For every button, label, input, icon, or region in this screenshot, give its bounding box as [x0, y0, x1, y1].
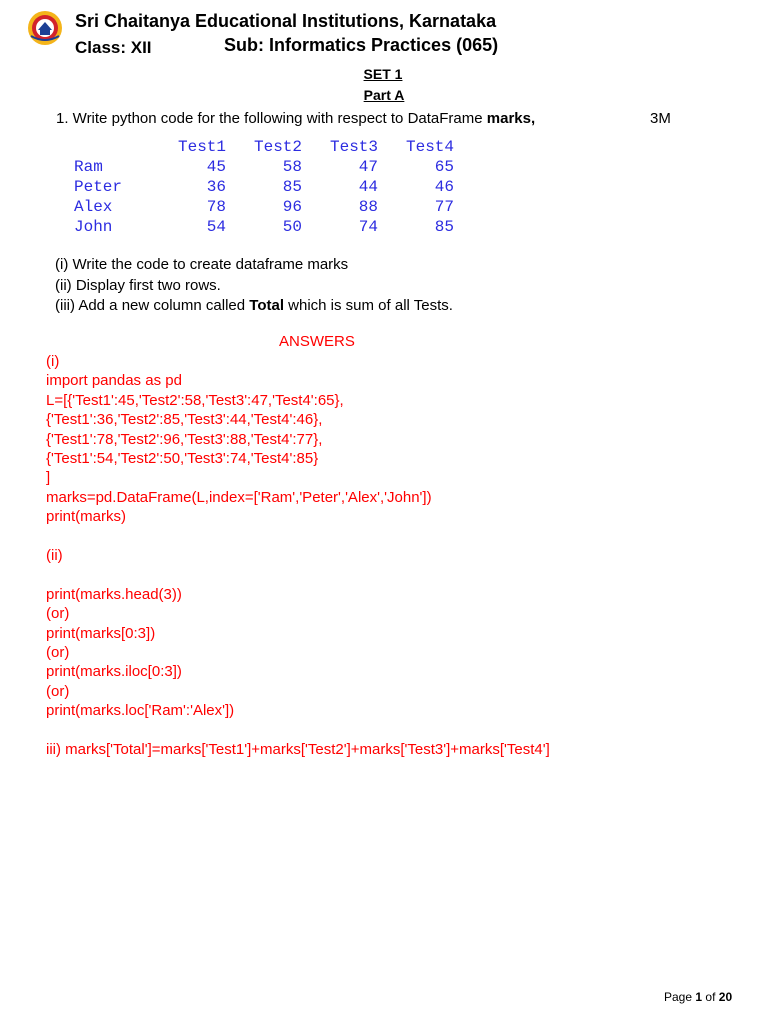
dataframe-header-row — [74, 137, 454, 157]
sub-question-3 — [55, 296, 453, 317]
dataframe-row-index: Alex — [74, 198, 113, 216]
dataframe-cell: 65 — [434, 158, 454, 176]
question-text — [56, 110, 535, 127]
answer-line — [46, 527, 550, 546]
dataframe-row — [74, 177, 454, 197]
dataframe-cell: 58 — [282, 158, 302, 176]
institution-title: Sri Chaitanya Educational Institutions, Karnataka — [75, 11, 497, 31]
school-emblem-icon — [27, 10, 63, 46]
answer-line: {'Test1':78,'Test2':96,'Test3':88,'Test4':77}, — [46, 430, 323, 448]
dataframe-cell: 78 — [206, 198, 226, 216]
answer-line: {'Test1':54,'Test2':50,'Test3':74,'Test4':85} — [46, 450, 319, 468]
question-prefix: 1. Write python code for the following with respect to DataFrame — [56, 110, 487, 127]
dataframe-cell: 36 — [206, 178, 226, 196]
dataframe-cell: 85 — [434, 218, 454, 236]
dataframe-cell: 77 — [434, 198, 454, 216]
answers-heading: ANSWERS — [279, 333, 355, 350]
answer-line: print(marks.iloc[0:3]) — [46, 663, 182, 681]
answer-line: (or) — [46, 605, 70, 623]
answer-line — [46, 721, 550, 740]
dataframe-row-index: John — [74, 218, 113, 236]
dataframe-cell: 96 — [282, 198, 302, 216]
dataframe-row-index: Ram — [74, 158, 103, 176]
page-word: Page — [664, 990, 693, 1004]
dataframe-row — [74, 157, 454, 177]
answer-line — [46, 565, 550, 584]
sub-question-3-suffix: which is sum of all Tests. — [283, 297, 453, 314]
dataframe-column-header: Test1 — [177, 138, 226, 156]
answer-line: print(marks.head(3)) — [46, 585, 182, 603]
dataframe-column-header: Test3 — [329, 138, 378, 156]
subject-label: Sub: Informatics Practices (065) — [224, 35, 499, 55]
answer-line: (or) — [46, 644, 70, 662]
dataframe-row — [74, 217, 454, 237]
dataframe-cell: 88 — [358, 198, 378, 216]
dataframe-cell: 50 — [282, 218, 302, 236]
answer-line: print(marks[0:3]) — [46, 624, 156, 642]
sub-question-2: (ii) Display first two rows. — [55, 276, 221, 294]
sub-questions — [55, 255, 453, 317]
current-page: 1 — [695, 990, 703, 1004]
dataframe-column-header: Test2 — [253, 138, 302, 156]
question-bold-term: marks, — [486, 110, 536, 127]
dataframe-cell: 44 — [358, 178, 378, 196]
set-title: SET 1 — [363, 66, 403, 82]
answer-line: (or) — [46, 682, 70, 700]
class-label: Class: XII — [75, 38, 152, 57]
dataframe-row — [74, 197, 454, 217]
dataframe-corner — [74, 137, 150, 157]
dataframe-table — [74, 137, 454, 237]
answer-line: L=[{'Test1':45,'Test2':58,'Test3':47,'Test4':65}, — [46, 391, 344, 409]
dataframe-column-header: Test4 — [405, 138, 454, 156]
dataframe-cell: 45 — [206, 158, 226, 176]
of-word: of — [705, 990, 716, 1004]
dataframe-cell: 85 — [282, 178, 302, 196]
dataframe-cell: 46 — [434, 178, 454, 196]
answer-line: import pandas as pd — [46, 372, 182, 390]
dataframe-cell: 47 — [358, 158, 378, 176]
answer-line: (i) — [46, 353, 60, 370]
answer-line: ] — [46, 469, 51, 487]
answer-line: (ii) — [46, 547, 63, 565]
dataframe-cell: 74 — [358, 218, 378, 236]
page-number — [664, 990, 732, 1004]
question-marks: 3M — [650, 110, 671, 127]
answer-line: print(marks) — [46, 508, 127, 526]
answer-line: iii) marks['Total']=marks['Test1']+marks['Test2']+marks['Test3']+marks['Test4'] — [46, 741, 550, 759]
sub-question-3-bold: Total — [249, 297, 284, 314]
sub-question-1: (i) Write the code to create dataframe marks — [55, 256, 349, 273]
answer-code-block — [46, 352, 550, 759]
part-title: Part A — [363, 87, 405, 103]
dataframe-row-index: Peter — [74, 178, 123, 196]
answer-line: print(marks.loc['Ram':'Alex']) — [46, 702, 235, 720]
answer-line: {'Test1':36,'Test2':85,'Test3':44,'Test4':46}, — [46, 411, 323, 429]
answer-line: marks=pd.DataFrame(L,index=['Ram','Peter','Alex','John']) — [46, 488, 432, 506]
sub-question-3-prefix: (iii) Add a new column called — [55, 297, 250, 314]
total-pages: 20 — [718, 990, 733, 1004]
dataframe-cell: 54 — [206, 218, 226, 236]
